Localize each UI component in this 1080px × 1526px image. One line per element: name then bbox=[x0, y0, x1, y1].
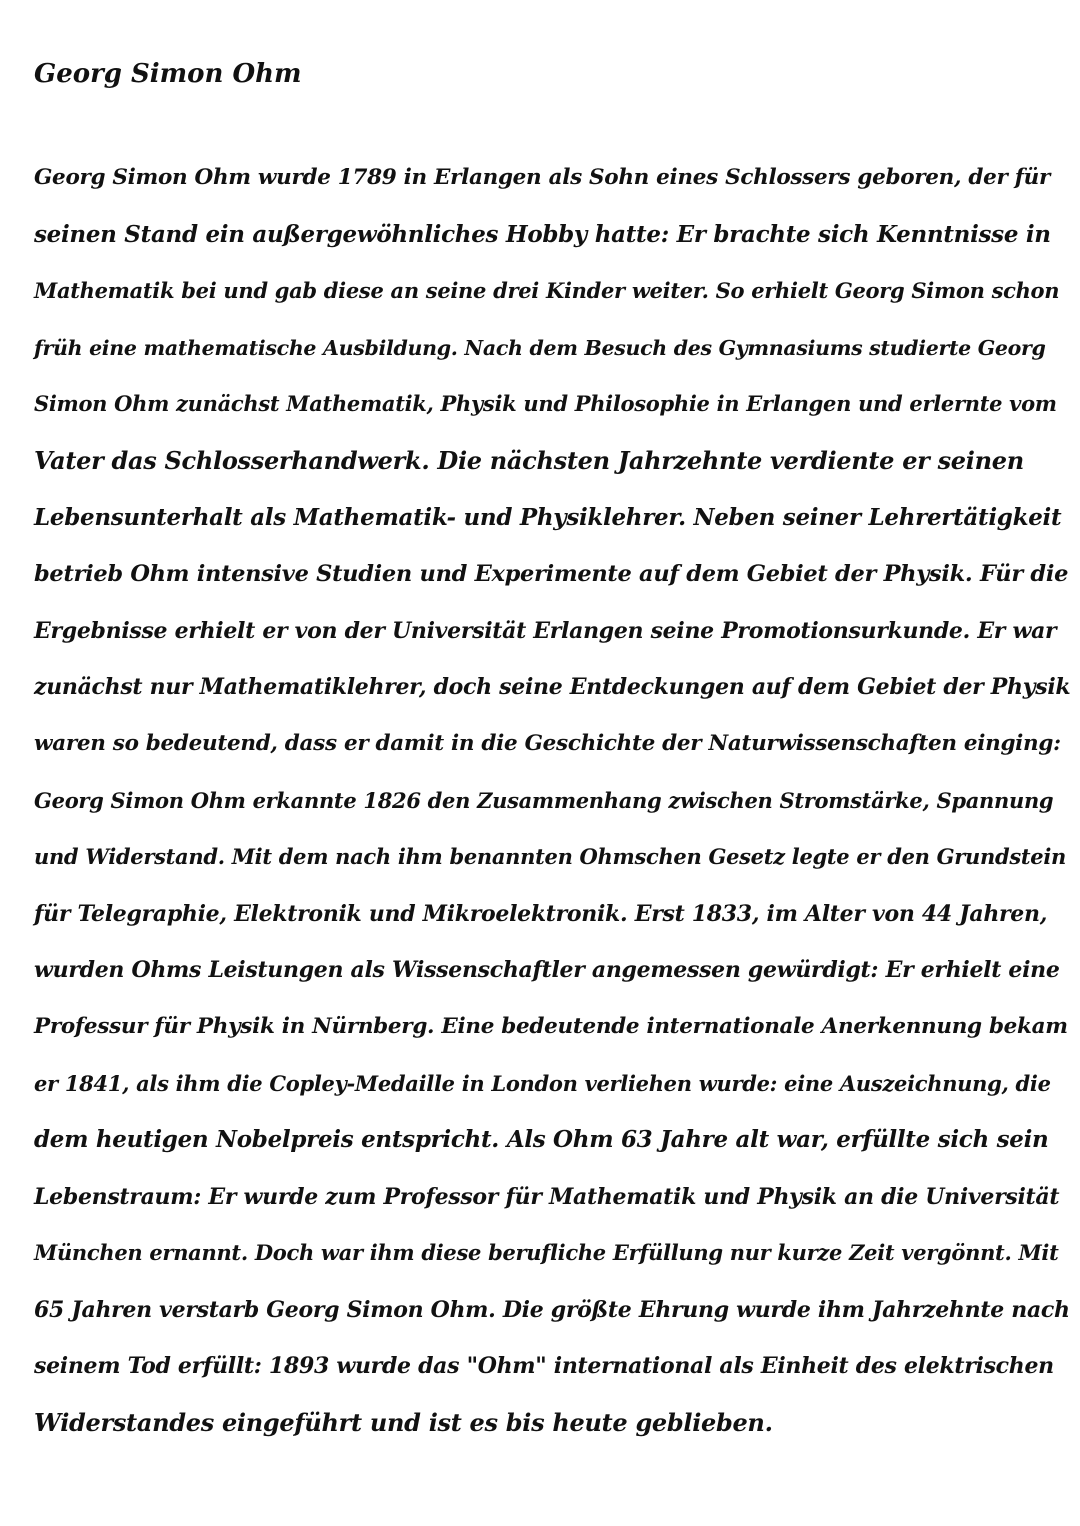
text-line: Georg Simon Ohm wurde 1789 in Erlangen als Sohn eines Schlossers geboren, der für bbox=[34, 165, 1051, 190]
text-line: früh eine mathematische Ausbildung. Nach dem Besuch des Gymnasiums studierte Georg bbox=[34, 335, 1046, 360]
text-line: betrieb Ohm intensive Studien und Experimente auf dem Gebiet der Physik. Für die bbox=[34, 561, 1069, 588]
text-line: Vater das Schlosserhandwerk. Die nächsten Jahrzehnte verdiente er seinen bbox=[34, 445, 1024, 475]
text-line: seinen Stand ein außergewöhnliches Hobby hatte: Er brachte sich Kenntnisse in bbox=[34, 220, 1051, 248]
text-line: Simon Ohm zunächst Mathematik, Physik und Philosophie in Erlangen und erlernte vom bbox=[34, 391, 1057, 417]
text-line: und Widerstand. Mit dem nach ihm benannten Ohmschen Gesetz legte er den Grundstein bbox=[34, 844, 1066, 870]
text-line: wurden Ohms Leistungen als Wissenschaftler angemessen gewürdigt: Er erhielt eine bbox=[34, 957, 1060, 984]
text-line: waren so bedeutend, dass er damit in die Geschichte der Naturwissenschaften einging: bbox=[34, 730, 1061, 756]
text-line: Professur für Physik in Nürnberg. Eine bedeutende internationale Anerkennung bekam bbox=[34, 1013, 1068, 1039]
text-line: München ernannt. Doch war ihm diese berufliche Erfüllung nur kurze Zeit vergönnt. Mit bbox=[34, 1240, 1059, 1266]
text-line: für Telegraphie, Elektronik und Mikroelektronik. Erst 1833, im Alter von 44 Jahren, bbox=[34, 900, 1048, 927]
text-line: er 1841, als ihm die Copley-Medaille in London verliehen wurde: eine Auszeichnung, die bbox=[34, 1070, 1051, 1096]
text-line: 65 Jahren verstarb Georg Simon Ohm. Die größte Ehrung wurde ihm Jahrzehnte nach bbox=[34, 1296, 1070, 1323]
text-line: Lebensunterhalt als Mathematik- und Physiklehrer. Neben seiner Lehrertätigkeit bbox=[34, 503, 1062, 531]
essay-body bbox=[34, 158, 1071, 1460]
text-line: Ergebnisse erhielt er von der Universität Erlangen seine Promotionsurkunde. Er war bbox=[34, 617, 1057, 644]
text-line: Georg Simon Ohm erkannte 1826 den Zusammenhang zwischen Stromstärke, Spannung bbox=[34, 787, 1054, 813]
text-line: zunächst nur Mathematiklehrer, doch seine Entdeckungen auf dem Gebiet der Physik bbox=[34, 674, 1071, 701]
text-line: Mathematik bei und gab diese an seine drei Kinder weiter. So erhielt Georg Simon schon bbox=[34, 278, 1060, 304]
text-line: Widerstandes eingeführt und ist es bis heute geblieben. bbox=[34, 1408, 773, 1438]
page-title: Georg Simon Ohm bbox=[34, 59, 302, 89]
text-line: seinem Tod erfüllt: 1893 wurde das "Ohm" international als Einheit des elektrischen bbox=[34, 1353, 1054, 1380]
text-line: dem heutigen Nobelpreis entspricht. Als Ohm 63 Jahre alt war, erfüllte sich sein bbox=[34, 1126, 1049, 1154]
text-line: Lebenstraum: Er wurde zum Professor für Mathematik und Physik an die Universität bbox=[34, 1183, 1060, 1210]
